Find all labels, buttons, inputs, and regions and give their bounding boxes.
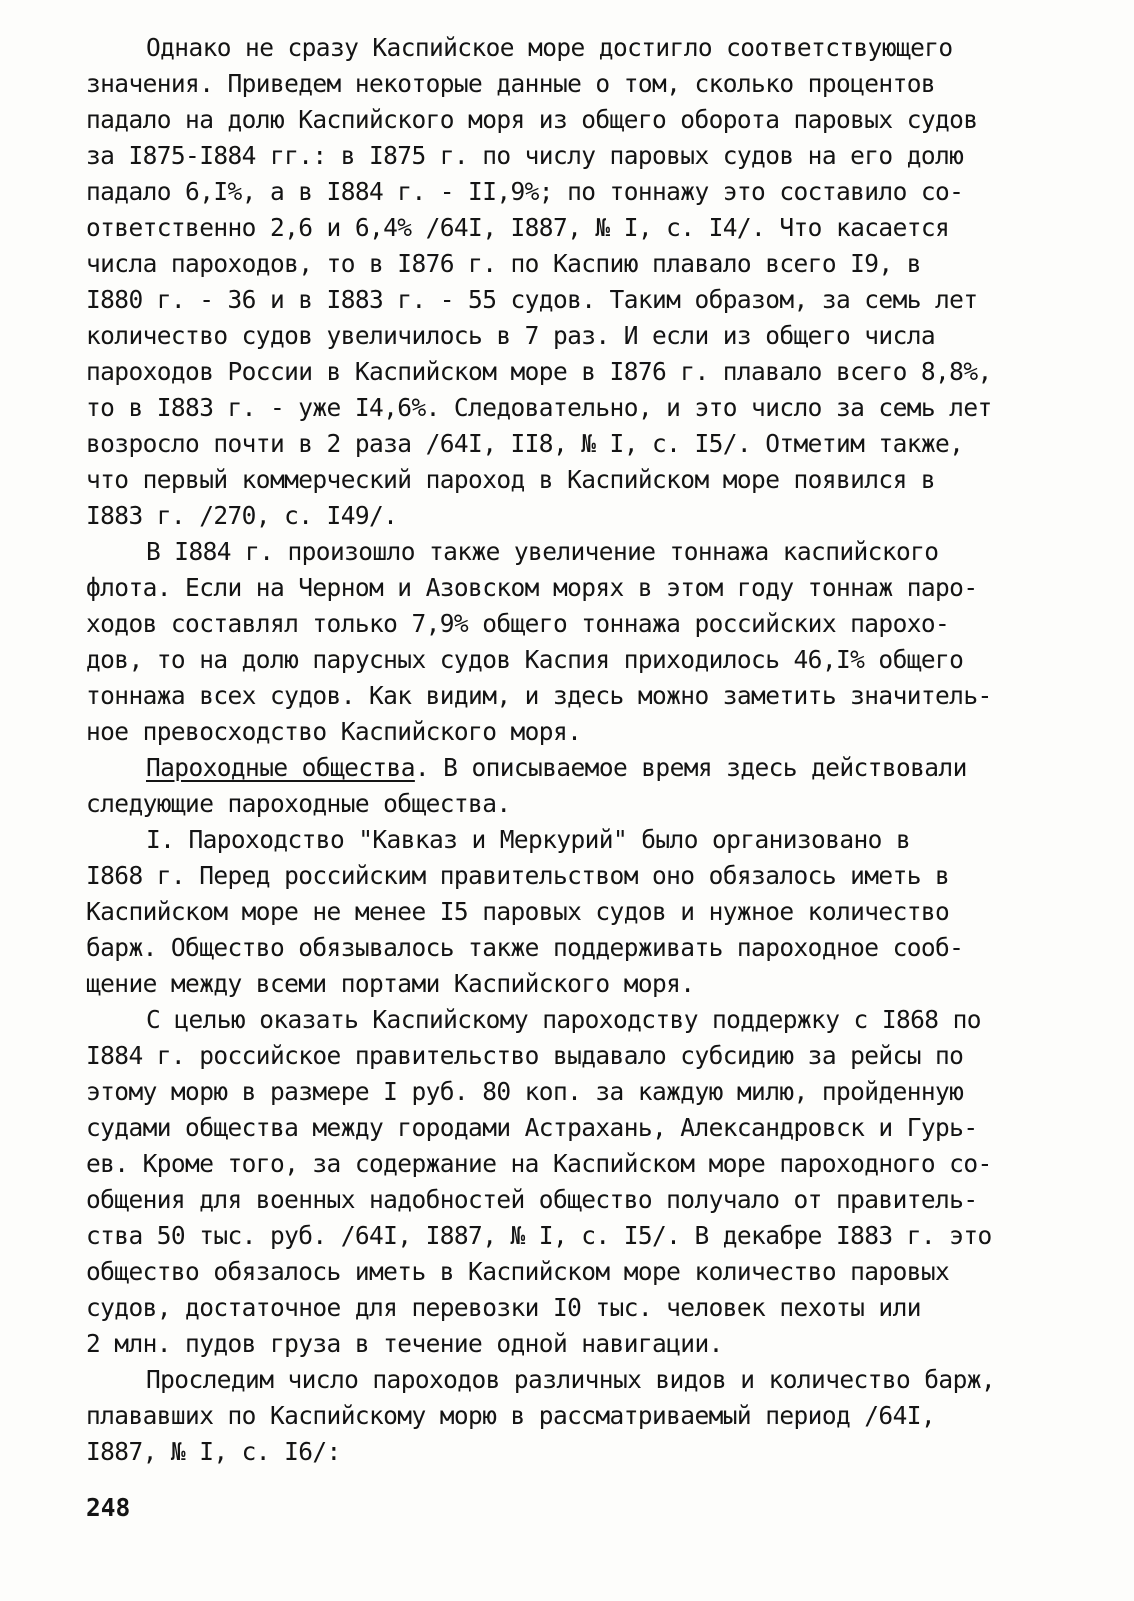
text-line: тоннажа всех судов. Как видим, и здесь можно заметить значитель- bbox=[86, 681, 992, 710]
text-line: судами общества между городами Астрахань, Александровск и Гурь- bbox=[86, 1113, 978, 1142]
text-line: количество судов увеличилось в 7 раз. И если из общего числа bbox=[86, 321, 936, 350]
text-line: ства 50 тыс. руб. /64I, I887, № I, с. I5/. В декабре I883 г. это bbox=[86, 1221, 992, 1250]
text-line: дов, то на долю парусных судов Каспия приходилось 46,I% общего bbox=[86, 645, 964, 674]
text-line: С целью оказать Каспийскому пароходству поддержку с I868 по bbox=[146, 1005, 981, 1034]
text-line: общения для военных надобностей общество получало от правитель- bbox=[86, 1185, 978, 1214]
text-line: 2 млн. пудов груза в течение одной навигации. bbox=[86, 1329, 723, 1358]
text-line: I880 г. - 36 и в I883 г. - 55 судов. Таким образом, за семь лет bbox=[86, 285, 978, 314]
text-line: ев. Кроме того, за содержание на Каспийском море пароходного со- bbox=[86, 1149, 992, 1178]
text-line: возросло почти в 2 раза /64I, II8, № I, с. I5/. Отметим также, bbox=[86, 429, 964, 458]
text-line: общество обязалось иметь в Каспийском море количество паровых bbox=[86, 1257, 950, 1286]
text-line: числа пароходов, то в I876 г. по Каспию плавало всего I9, в bbox=[86, 249, 921, 278]
text-line: то в I883 г. - уже I4,6%. Следовательно, и это число за семь лет bbox=[86, 393, 992, 422]
text-line: I884 г. российское правительство выдавало субсидию за рейсы по bbox=[86, 1041, 964, 1070]
text-line: что первый коммерческий пароход в Каспийском море появился в bbox=[86, 465, 936, 494]
text-line: пароходов России в Каспийском море в I876 г. плавало всего 8,8%, bbox=[86, 357, 992, 386]
text-line: Каспийском море не менее I5 паровых судов и нужное количество bbox=[86, 897, 950, 926]
text-line: плававших по Каспийскому морю в рассматриваемый период /64I, bbox=[86, 1401, 936, 1430]
text-line: I868 г. Перед российским правительством оно обязалось иметь в bbox=[86, 861, 950, 890]
body-text bbox=[86, 30, 1046, 1470]
text-line: этому морю в размере I руб. 80 коп. за каждую милю, пройденную bbox=[86, 1077, 964, 1106]
text-line: I883 г. /270, с. I49/. bbox=[86, 501, 398, 530]
text-line: барж. Общество обязывалось также поддерживать пароходное сооб- bbox=[86, 933, 964, 962]
text-line: за I875-I884 гг.: в I875 г. по числу паровых судов на его долю bbox=[86, 141, 964, 170]
text-line: следующие пароходные общества. bbox=[86, 789, 511, 818]
text-line: В I884 г. произошло также увеличение тоннажа каспийского bbox=[146, 537, 939, 566]
text-line: значения. Приведем некоторые данные о том, сколько процентов bbox=[86, 69, 936, 98]
text-line bbox=[86, 750, 1046, 786]
text-line: Проследим число пароходов различных видов и количество барж, bbox=[146, 1365, 996, 1394]
text-fragment: . В описываемое время здесь действовали bbox=[414, 753, 967, 782]
text-line: падало 6,I%, а в I884 г. - II,9%; по тоннажу это составило со- bbox=[86, 177, 964, 206]
text-line: ходов составлял только 7,9% общего тоннажа российских парохо- bbox=[86, 609, 950, 638]
section-heading: Пароходные общества bbox=[146, 753, 415, 782]
text-line: щение между всеми портами Каспийского моря. bbox=[86, 969, 695, 998]
text-line: падало на долю Каспийского моря из общего оборота паровых судов bbox=[86, 105, 978, 134]
page-number: 248 bbox=[86, 1493, 131, 1522]
text-line: ответственно 2,6 и 6,4% /64I, I887, № I, с. I4/. Что касается bbox=[86, 213, 950, 242]
text-line: I. Пароходство "Кавказ и Меркурий" было организовано в bbox=[146, 825, 911, 854]
text-line: судов, достаточное для перевозки I0 тыс. человек пехоты или bbox=[86, 1293, 921, 1322]
text-line: I887, № I, с. I6/: bbox=[86, 1437, 341, 1466]
text-line: Однако не сразу Каспийское море достигло соответствующего bbox=[146, 33, 953, 62]
text-line: флота. Если на Черном и Азовском морях в этом году тоннаж паро- bbox=[86, 573, 978, 602]
text-line: ное превосходство Каспийского моря. bbox=[86, 717, 582, 746]
